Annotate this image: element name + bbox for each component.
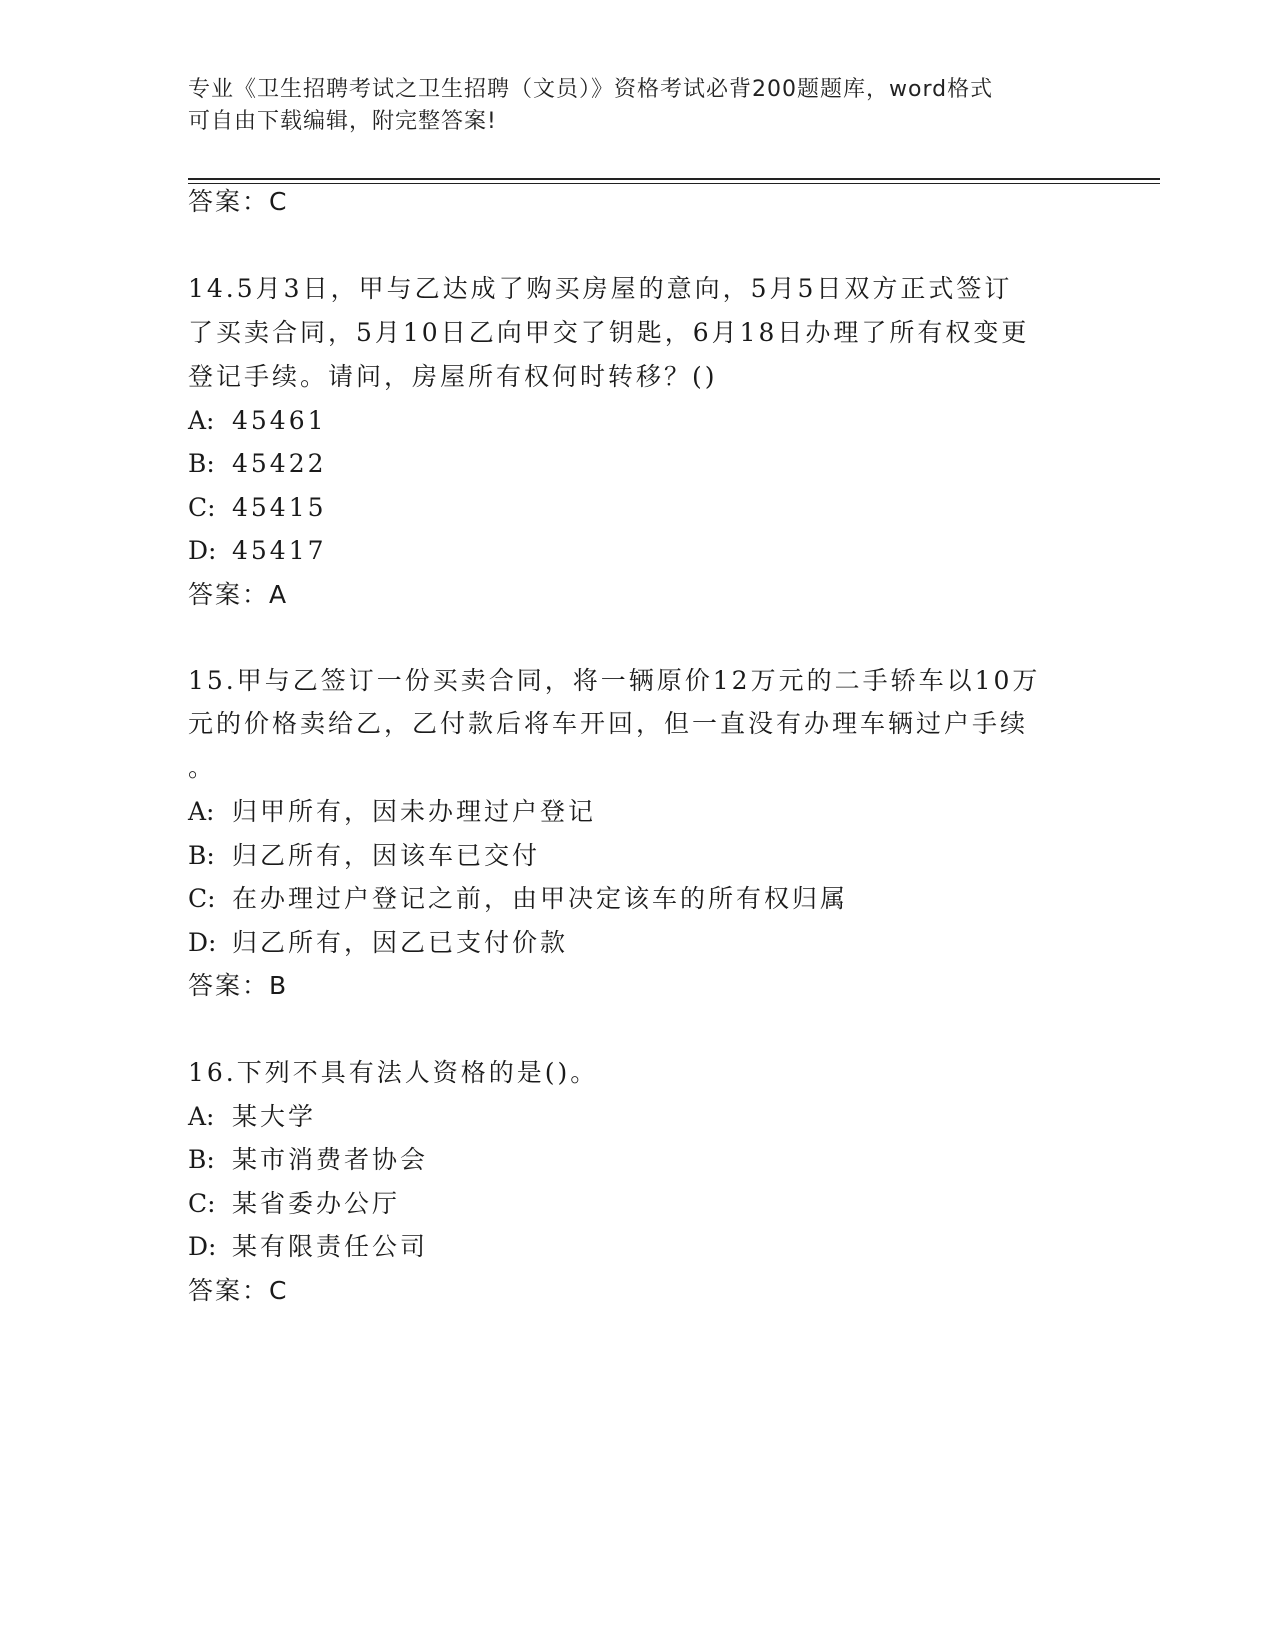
document-header [188, 74, 1068, 138]
option-c [188, 883, 848, 915]
option-key: D: [188, 536, 217, 565]
option-b [188, 448, 327, 480]
question-stem-line: 了买卖合同，5月10日乙向甲交了钥匙，6月18日办理了所有权变更 [188, 318, 1030, 347]
option-d [188, 927, 568, 959]
option-key: A: [188, 1102, 215, 1131]
previous-answer: 答案：C [188, 187, 289, 216]
option-text: 归乙所有，因乙已支付价款 [232, 928, 569, 957]
header-divider-thin [188, 183, 1160, 184]
option-key: D: [188, 928, 217, 957]
option-text: 某有限责任公司 [232, 1232, 429, 1261]
answer: 答案：A [188, 580, 289, 609]
option-key: C: [188, 1189, 216, 1218]
question-stem-line: 15.甲与乙签订一份买卖合同，将一辆原价12万元的二手轿车以10万 [188, 666, 1041, 695]
question-stem-line: 登记手续。请问，房屋所有权何时转移？() [188, 362, 718, 391]
option-key: C: [188, 884, 216, 913]
option-text: 45422 [232, 449, 327, 478]
option-text: 归乙所有，因该车已交付 [232, 841, 541, 870]
option-a [188, 796, 596, 828]
header-line-1: 专业《卫生招聘考试之卫生招聘（文员）》资格考试必背200题题库，word格式 [188, 77, 994, 102]
option-key: D: [188, 1232, 217, 1261]
header-line-2: 可自由下载编辑，附完整答案! [188, 109, 497, 134]
option-text: 归甲所有，因未办理过户登记 [232, 797, 597, 826]
option-text: 45417 [232, 536, 327, 565]
option-key: A: [188, 406, 215, 435]
answer: 答案：B [188, 971, 289, 1000]
option-key: B: [188, 449, 215, 478]
option-text: 45461 [232, 406, 327, 435]
option-text: 某省委办公厅 [232, 1189, 401, 1218]
option-c [188, 1188, 400, 1220]
option-a [188, 405, 327, 437]
option-b [188, 840, 540, 872]
option-key: C: [188, 493, 216, 522]
option-text: 某大学 [232, 1102, 317, 1131]
option-text: 在办理过户登记之前，由甲决定该车的所有权归属 [232, 884, 849, 913]
option-d [188, 535, 327, 567]
header-divider-thick [188, 178, 1160, 180]
option-c [188, 492, 327, 524]
question-stem-line: 元的价格卖给乙，乙付款后将车开回，但一直没有办理车辆过户手续 [188, 709, 1029, 738]
question-stem-line: 16.下列不具有法人资格的是()。 [188, 1058, 599, 1087]
option-key: B: [188, 841, 215, 870]
option-text: 某市消费者协会 [232, 1145, 429, 1174]
option-a [188, 1101, 316, 1133]
question-stem-line: 14.5月3日，甲与乙达成了购买房屋的意向，5月5日双方正式签订 [188, 274, 1013, 303]
answer: 答案：C [188, 1276, 289, 1305]
option-d [188, 1231, 428, 1263]
question-stem-line: 。 [188, 753, 217, 782]
option-key: B: [188, 1145, 215, 1174]
option-b [188, 1144, 428, 1176]
option-key: A: [188, 797, 215, 826]
option-text: 45415 [232, 493, 327, 522]
